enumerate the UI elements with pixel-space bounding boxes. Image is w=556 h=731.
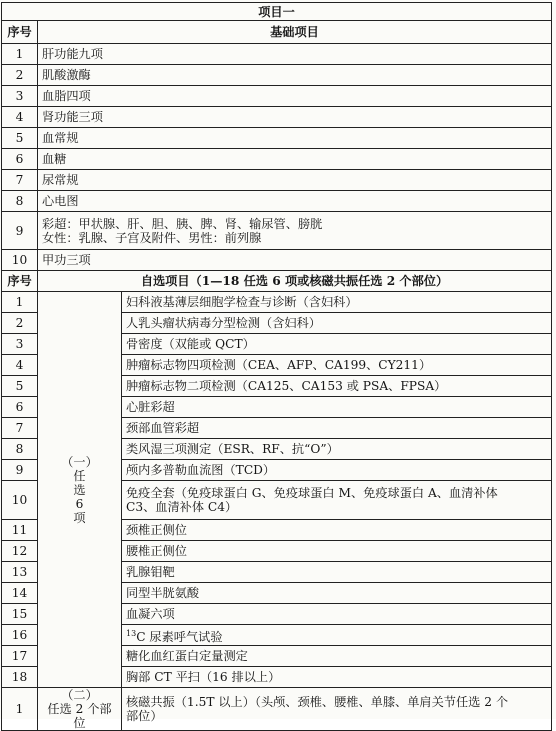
item-name: 颈部血管彩超: [122, 418, 552, 439]
row-number: 15: [2, 604, 38, 625]
item-name: 胸部 CT 平扫（16 排以上）: [122, 667, 552, 688]
row-number: 5: [2, 376, 38, 397]
row-number: 8: [2, 191, 38, 212]
item-name: 心脏彩超: [122, 397, 552, 418]
row-number: 10: [2, 481, 38, 520]
optional-row: [2, 292, 552, 313]
row-number: 1: [2, 688, 38, 731]
item-name: 肌酸激酶: [38, 65, 552, 86]
item-name: 类风湿三项测定（ESR、RF、抗“O”）: [122, 439, 552, 460]
group-char: 6: [75, 496, 84, 511]
row-number: 12: [2, 541, 38, 562]
item-name: 妇科液基薄层细胞学检查与诊断（含妇科）: [122, 292, 552, 313]
row-number: 2: [2, 313, 38, 334]
item-name: 肿瘤标志物四项检测（CEA、AFP、CA199、CY211）: [122, 355, 552, 376]
item-name: [122, 481, 552, 520]
row-number: 3: [2, 86, 38, 107]
isotope-superscript: 13: [126, 628, 137, 638]
table-title: 项目一: [2, 3, 552, 21]
basic-row: [2, 128, 552, 149]
group-char: 项: [73, 510, 86, 525]
item-name: 甲功三项: [38, 250, 552, 271]
group-char: 选: [73, 482, 86, 497]
row-number: 7: [2, 170, 38, 191]
item-name: 肝功能九项: [38, 44, 552, 65]
item-name: 血常规: [38, 128, 552, 149]
item-line: 免疫全套（免疫球蛋白 G、免疫球蛋白 M、免疫球蛋白 A、血清补体: [126, 486, 498, 500]
row-number: 18: [2, 667, 38, 688]
item-name: 颈椎正侧位: [122, 520, 552, 541]
item-name: 骨密度（双能或 QCT）: [122, 334, 552, 355]
basic-row: [2, 107, 552, 128]
basic-header-row: [2, 21, 552, 44]
basic-row: [2, 65, 552, 86]
item-name: [38, 212, 552, 250]
item-line: 彩超：甲状腺、肝、胆、胰、脾、肾、输尿管、膀胱: [42, 216, 323, 231]
item-name: 糖化血红蛋白定量测定: [122, 646, 552, 667]
row-number: 1: [2, 44, 38, 65]
row-number: 4: [2, 107, 38, 128]
item-name: [122, 625, 552, 646]
basic-row: [2, 170, 552, 191]
group-one-label: [38, 292, 122, 688]
item-name: 颅内多普勒血流图（TCD）: [122, 460, 552, 481]
row-number: 3: [2, 334, 38, 355]
row-number: 2: [2, 65, 38, 86]
optional-header-row: [2, 271, 552, 292]
optional-items-header: 自选项目（1—18 任选 6 项或核磁共振任选 2 个部位）: [38, 271, 552, 292]
row-number: 17: [2, 646, 38, 667]
row-number: 9: [2, 212, 38, 250]
row-number: 16: [2, 625, 38, 646]
item-name: 肿瘤标志物二项检测（CA125、CA153 或 PSA、FPSA）: [122, 376, 552, 397]
row-number: 14: [2, 583, 38, 604]
item-line: C3、血清补体 C4）: [126, 500, 238, 514]
row-number: 5: [2, 128, 38, 149]
seq-header: 序号: [2, 21, 38, 44]
basic-row: [2, 149, 552, 170]
item-name: [122, 688, 552, 731]
item-name: 血脂四项: [38, 86, 552, 107]
row-number: 7: [2, 418, 38, 439]
row-number: 8: [2, 439, 38, 460]
item-name: 尿常规: [38, 170, 552, 191]
basic-row: [2, 44, 552, 65]
row-number: 1: [2, 292, 38, 313]
basic-items-header: 基础项目: [38, 21, 552, 44]
item-name: 人乳头瘤状病毒分型检测（含妇科）: [122, 313, 552, 334]
item-name: 同型半胱氨酸: [122, 583, 552, 604]
row-number: 13: [2, 562, 38, 583]
row-number: 6: [2, 397, 38, 418]
group-label: （二）: [61, 688, 98, 702]
item-name: 血凝六项: [122, 604, 552, 625]
item-name: 血糖: [38, 149, 552, 170]
basic-row: [2, 86, 552, 107]
item-line: 女性：乳腺、子宫及附件、男性：前列腺: [42, 230, 262, 245]
item-name: 肾功能三项: [38, 107, 552, 128]
mri-row: [2, 688, 552, 731]
basic-row: [2, 212, 552, 250]
row-number: 6: [2, 149, 38, 170]
seq-header: 序号: [2, 271, 38, 292]
item-name: 腰椎正侧位: [122, 541, 552, 562]
group-label: （一）: [61, 454, 98, 469]
item-name: 乳腺钼靶: [122, 562, 552, 583]
table-title-row: [2, 3, 552, 21]
row-number: 4: [2, 355, 38, 376]
row-number: 10: [2, 250, 38, 271]
row-number: 9: [2, 460, 38, 481]
group-sub-label: 任选 2 个部位: [47, 702, 112, 730]
item-name: 心电图: [38, 191, 552, 212]
item-line: 核磁共振（1.5T 以上）（头颅、颈椎、腰椎、单膝、单肩关节任选 2 个: [126, 695, 509, 709]
item-text: C 尿素呼气试验: [136, 629, 223, 644]
row-number: 11: [2, 520, 38, 541]
group-char: 任: [73, 468, 86, 483]
basic-row: [2, 191, 552, 212]
exam-items-table: [1, 2, 552, 731]
basic-row: [2, 250, 552, 271]
group-two-label: [38, 688, 122, 731]
item-line: 部位）: [126, 709, 163, 723]
